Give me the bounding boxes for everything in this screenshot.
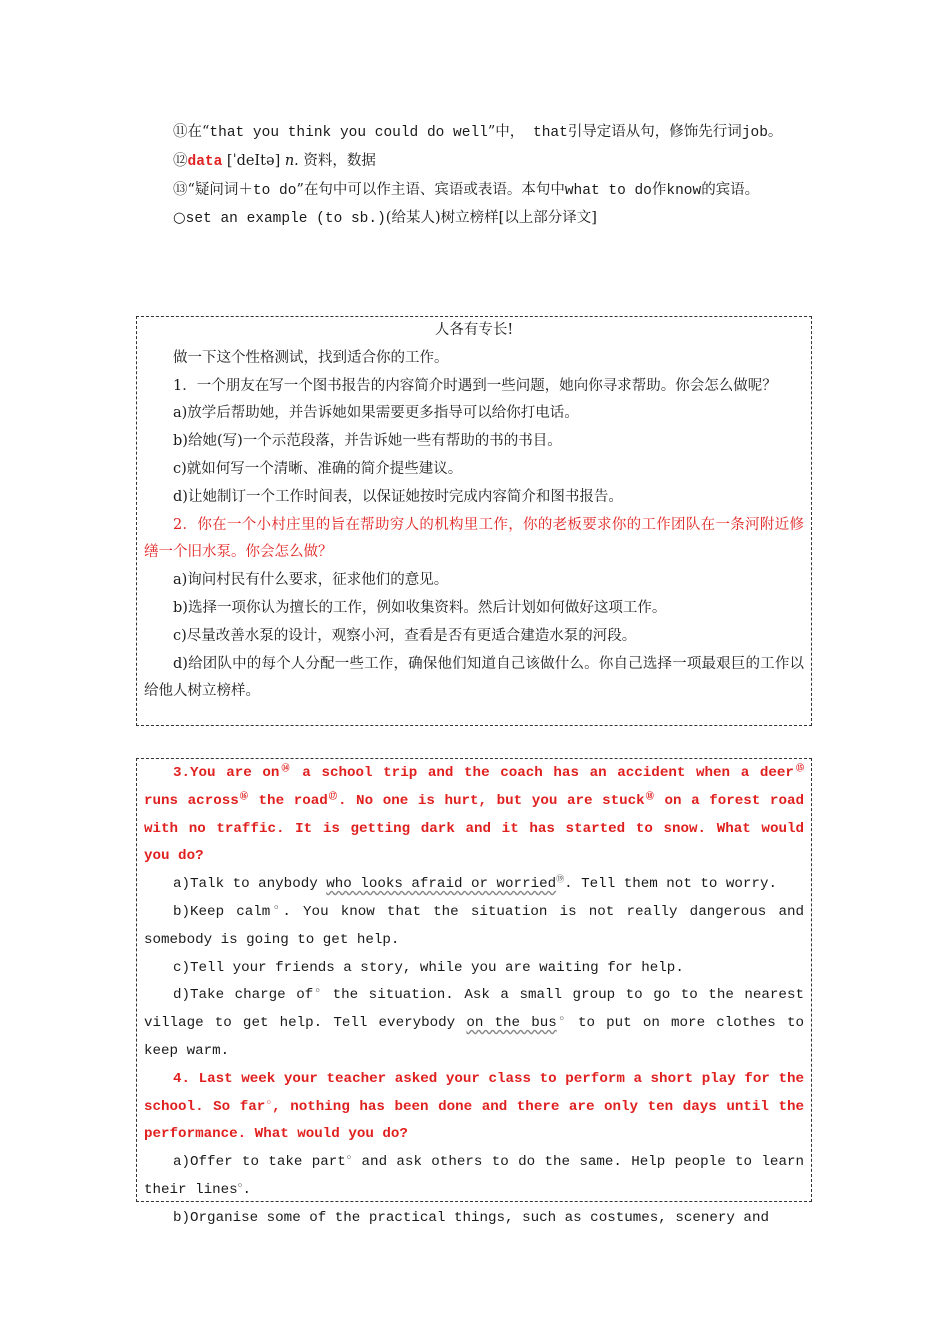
note-marker: ⑪ (173, 124, 188, 140)
opt-text: . (242, 1181, 251, 1198)
note-11 (144, 119, 806, 148)
question-2: 2．你在一个小村庄里的旨在帮助穷人的机构里工作，你的老板要求你的工作团队在一条河附近修缮一个旧水泵。你会怎么做？ (144, 516, 804, 561)
english-text-box (136, 758, 812, 1226)
option-1d: d)让她制订一个工作时间表，以保证她按时完成内容简介和图书报告。 (173, 488, 623, 505)
opt-text: the situation. Ask a small group to go to the nearest village to get help. Tell everybody (144, 987, 804, 1032)
option-2c: c)尽量改善水泵的设计，观察小河，查看是否有更适合建造水泵的河段。 (173, 627, 637, 644)
footnote-mark: ⑲ (556, 875, 565, 885)
footnote-mark: ⑯ (238, 792, 249, 802)
footnote-mark: ⑰ (327, 792, 338, 802)
note-marker: ⑫ (173, 152, 188, 169)
option-4a (144, 1149, 804, 1205)
option-1c: c)就如何写一个清晰、准确的简介提些建议。 (173, 460, 463, 477)
opt-text: . Tell them not to worry. (564, 876, 777, 893)
box-intro: 做一下这个性格测试，找到适合你的工作。 (173, 349, 449, 366)
translation-box (136, 316, 812, 726)
footnote-mark: ○ (556, 1014, 567, 1024)
note-code: job (741, 125, 768, 141)
note-text: 作 (651, 181, 667, 198)
underlined-phrase: who looks afraid or worried (326, 876, 557, 893)
q-text: 4. Last week your teacher asked your class to perform a short play for the school. So far (144, 1070, 804, 1115)
definition: 资料，数据 (298, 152, 376, 169)
note-code: to do (252, 182, 297, 199)
vocab-word: data (187, 153, 223, 170)
option-2d: d)给团队中的每个人分配一些工作，确保他们知道自己该做什么。你自己选择一项最艰巨的工作以给他人树立榜样。 (144, 655, 804, 700)
note-code: that (524, 125, 568, 141)
q-text: . No one is hurt, but you are stuck (337, 792, 645, 809)
q-text: , nothing has been done and there are only ten days until the performance. What would you do? (144, 1098, 804, 1143)
option-3a (144, 871, 804, 899)
note-14 (144, 205, 806, 234)
q-text: a school trip and the coach has an accident when a deer (291, 765, 794, 781)
note-text: 。 (767, 124, 783, 140)
option-2a: a)询问村民有什么要求，征求他们的意见。 (173, 572, 449, 589)
footnote-mark: ○ (345, 1153, 353, 1163)
footnote-mark: ○ (237, 1181, 243, 1191)
q-text: 3.You are on (173, 765, 280, 781)
opt-text: b)Keep calm (173, 903, 271, 920)
option-1a: a)放学后帮助她，并告诉她如果需要更多指导可以给你打电话。 (173, 405, 579, 422)
option-2b: b)选择一项你认为擅长的工作，例如收集资料。然后计划如何做好这项工作。 (173, 599, 667, 616)
note-code: know (666, 182, 702, 199)
note-code: set an example (to sb.) (185, 211, 386, 228)
question-1: 1．一个朋友在写一个图书报告的内容简介时遇到一些问题，她向你寻求帮助。你会怎么做呢？ (173, 377, 777, 394)
note-text: “疑问词＋ (187, 181, 253, 198)
q-text: the road (248, 792, 328, 809)
note-code: that you think you could do well (209, 125, 488, 141)
footnote-mark: ⑮ (793, 764, 805, 774)
q-text: runs across (144, 792, 239, 809)
note-text: 的宾语。 (701, 181, 760, 198)
footnote-mark: ○ (270, 903, 283, 913)
box-title: 人各有专长! (434, 322, 514, 338)
part-of-speech: n. (284, 152, 299, 169)
opt-text: a)Talk to anybody (173, 876, 327, 893)
phonetic: [ˈdeItə] (222, 152, 285, 169)
opt-text: d)Take charge of (173, 987, 314, 1004)
note-12 (144, 148, 806, 177)
note-text: ”在句中可以作主语、宾语或表语。本句中 (296, 181, 565, 198)
note-text: 在“ (187, 124, 210, 140)
opt-text: to put on more clothes to keep warm. (144, 1015, 805, 1059)
option-1b: b)给她(写)一个示范段落，并告诉她一些有帮助的书的书目。 (173, 433, 562, 450)
notes-section (144, 119, 806, 234)
question-3 (144, 760, 804, 871)
opt-text: a)Offer to take part (173, 1154, 346, 1171)
note-13 (144, 177, 806, 206)
note-text: 引导定语从句，修饰先行词 (567, 124, 742, 140)
opt-text: . You know that the situation is not really dangerous and somebody is going to get help. (144, 903, 805, 948)
footnote-mark: ⑭ (279, 764, 292, 774)
note-code: what to do (564, 182, 652, 199)
option-3b (144, 899, 804, 955)
opt-text: and ask others to do the same. Help people to learn their lines (144, 1154, 804, 1198)
q-text: on a forest road with no traffic. It is getting dark and it has started to snow. What would you do? (144, 792, 804, 865)
note-marker: ⑬ (173, 181, 188, 198)
underlined-phrase: on the bus (466, 1015, 557, 1032)
option-3c: c)Tell your friends a story, while you are waiting for help. (173, 959, 684, 976)
footnote-mark: ○ (313, 986, 323, 996)
footnote-mark: ⑱ (644, 792, 655, 802)
note-text: ”中， (487, 124, 525, 140)
note-marker: ○ (173, 210, 186, 227)
note-text: (给某人)树立榜样[以上部分译文] (385, 210, 597, 227)
option-3d (144, 982, 804, 1065)
question-4 (144, 1066, 804, 1149)
option-4b: b)Organise some of the practical things, such as costumes, scenery and (173, 1209, 769, 1226)
footnote-mark: ○ (265, 1097, 273, 1107)
